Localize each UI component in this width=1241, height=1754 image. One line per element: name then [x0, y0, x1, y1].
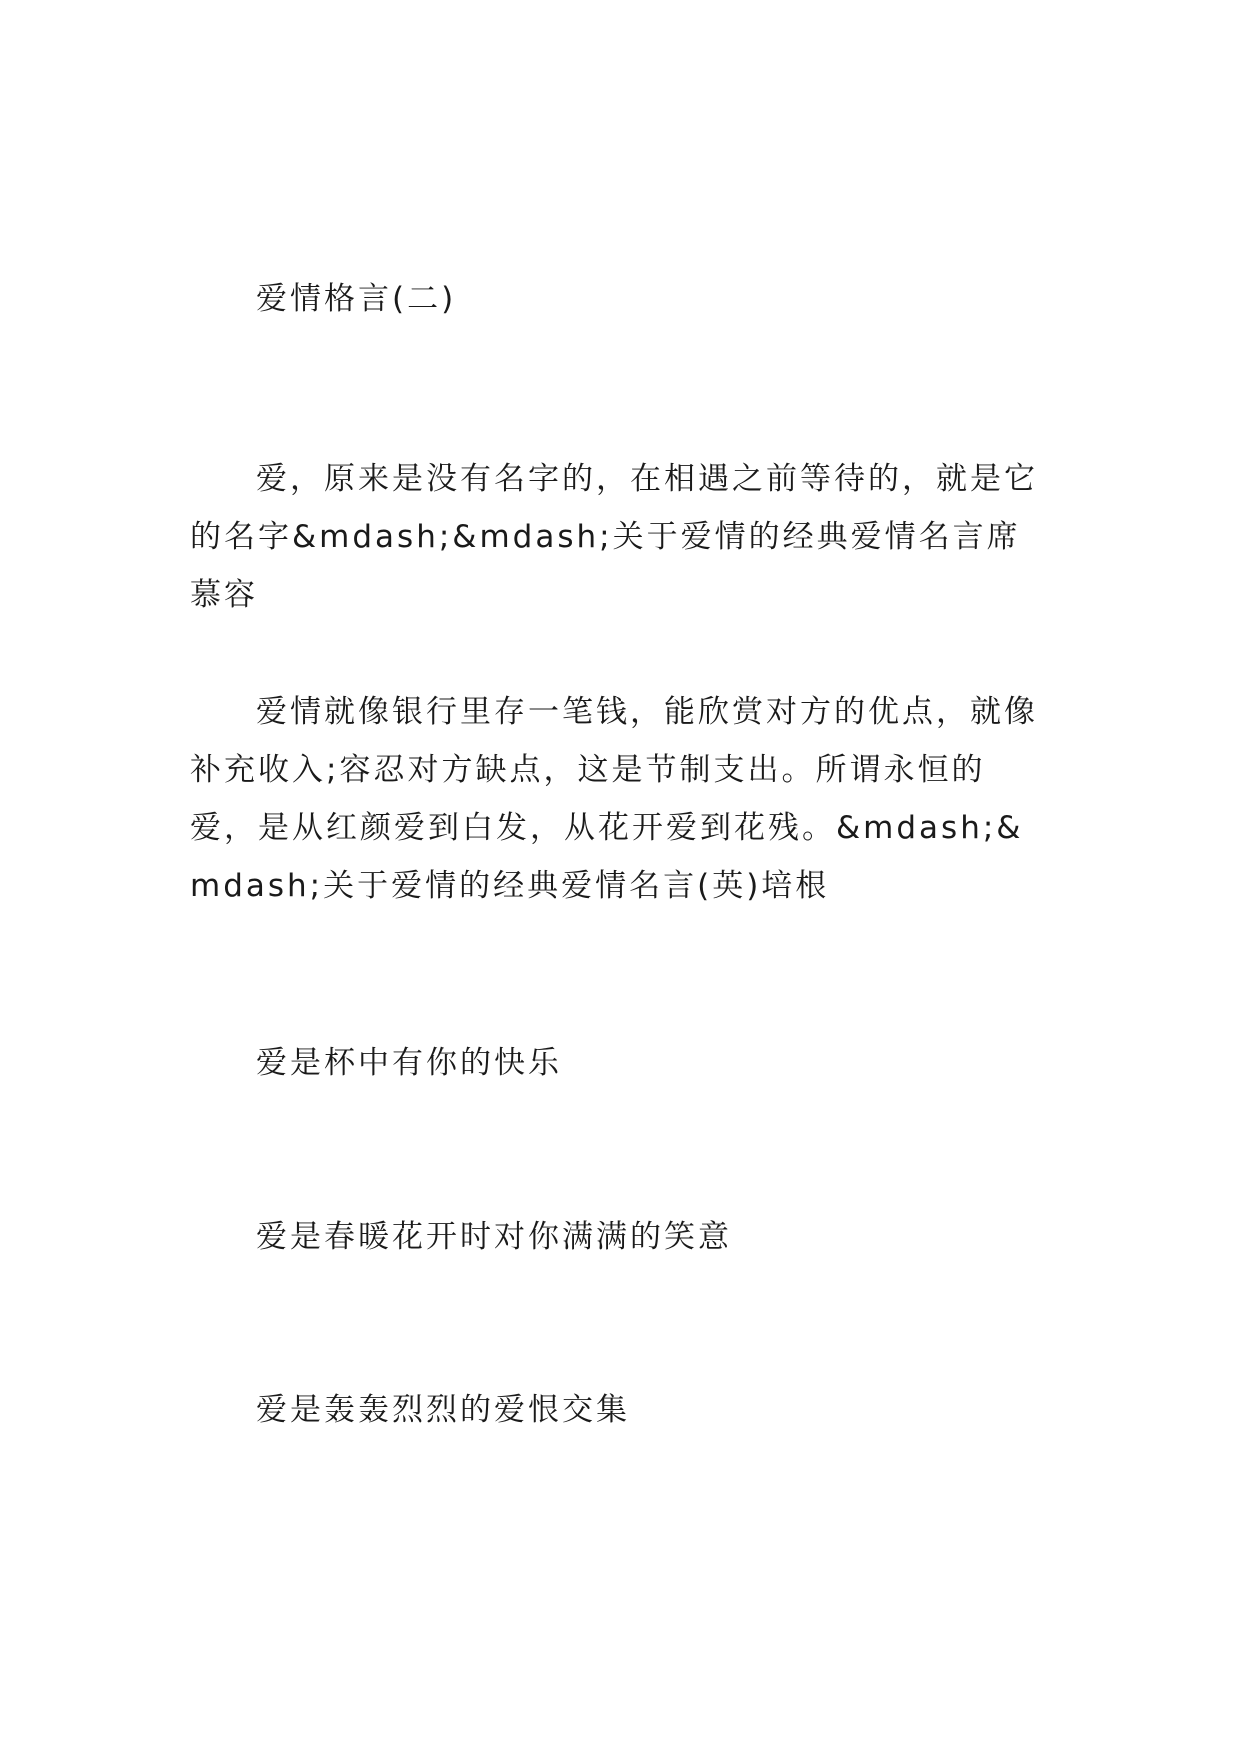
quote-paragraph: 爱是轰轰烈烈的爱恨交集	[256, 1392, 630, 1428]
quote-paragraph: 爱是杯中有你的快乐	[256, 1045, 562, 1081]
quote-paragraph: 爱，原来是没有名字的，在相遇之前等待的，就是它的名字&mdash;&mdash;关于爱情的经典爱情名言席慕容	[190, 461, 1038, 613]
quote-paragraph: 爱情就像银行里存一笔钱，能欣赏对方的优点，就像补充收入;容忍对方缺点，这是节制支出。所谓永恒的爱，是从红颜爱到白发，从花开爱到花残。&mdash;&mdash;关于爱情的经典爱情名言(英)培根	[190, 694, 1038, 904]
quote-paragraph: 爱是春暖花开时对你满满的笑意	[256, 1219, 732, 1255]
section-heading: 爱情格言(二)	[256, 281, 457, 317]
